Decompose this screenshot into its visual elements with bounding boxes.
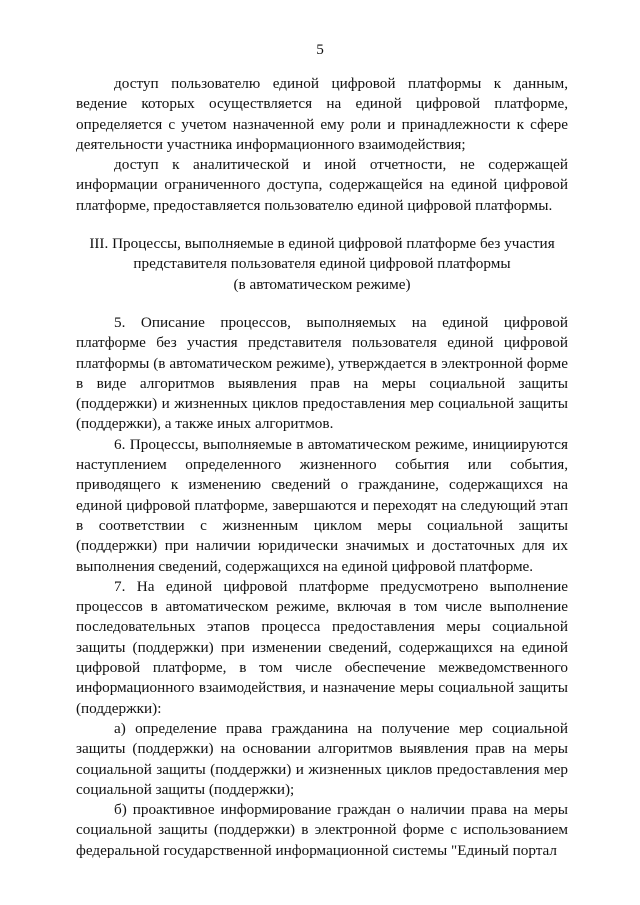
paragraph-subitem-a: а) определение права гражданина на получение мер социальной защиты (поддержки) на основании алгоритмов выявления прав на меры социальной защиты (поддержки) и жизненных циклов предоставления мер социальной защиты (поддержки); xyxy=(76,719,568,798)
document-body xyxy=(76,74,568,861)
section-heading-line-1: III. Процессы, выполняемые в единой цифровой платформе без участия xyxy=(89,235,555,253)
paragraph-item-7: 7. На единой цифровой платформе предусмотрено выполнение процессов в автоматическом режиме, включая в том числе выполнение последовательных этапов процесса предоставления меры социальной защиты (поддержки) при изменении сведений, содержащихся на единой цифровой платформе, в том числе обеспечение межведомственного информационного взаимодействия, и назначение меры социальной защиты (поддержки): xyxy=(76,577,568,717)
section-heading-line-2: представителя пользователя единой цифровой платформы xyxy=(133,255,511,273)
paragraph-access-role: доступ пользователю единой цифровой платформы к данным, ведение которых осуществляется на единой цифровой платформе, определяется с учетом назначенной ему роли и принадлежности к сфере деятельности участника информационного взаимодействия; xyxy=(76,75,568,153)
paragraph-subitem-b: б) проактивное информирование граждан о наличии права на меры социальной защиты (поддержки) в электронной форме с использованием федеральной государственной информационной системы "Единый портал xyxy=(76,801,568,859)
paragraph-access-reports: доступ к аналитической и иной отчетности, не содержащей информации ограниченного доступа, содержащейся на единой цифровой платформе, предоставляется пользователю единой цифровой платформы. xyxy=(76,156,568,214)
section-heading-line-3: (в автоматическом режиме) xyxy=(233,275,411,293)
paragraph-item-6: 6. Процессы, выполняемые в автоматическом режиме, инициируются наступлением определенного жизненного события или события, приводящего к изменению сведений о гражданине, содержащихся на единой цифровой платформе, завершаются и переходят на следующий этап в соответствии с жизненным циклом меры социальной защиты (поддержки) при наличии юридически значимых и достаточных для их выполнения сведений, содержащихся на единой цифровой платформе. xyxy=(76,435,568,575)
page-number: 5 xyxy=(316,41,324,58)
paragraph-item-5: 5. Описание процессов, выполняемых на единой цифровой платформе без участия представителя пользователя единой цифровой платформы (в автоматическом режиме), утверждается в электронной форме в виде алгоритмов выявления прав на меры социальной защиты (поддержки) и жизненных циклов предоставления мер социальной защиты (поддержки), а также иных алгоритмов. xyxy=(76,313,568,433)
section-heading xyxy=(76,234,568,295)
